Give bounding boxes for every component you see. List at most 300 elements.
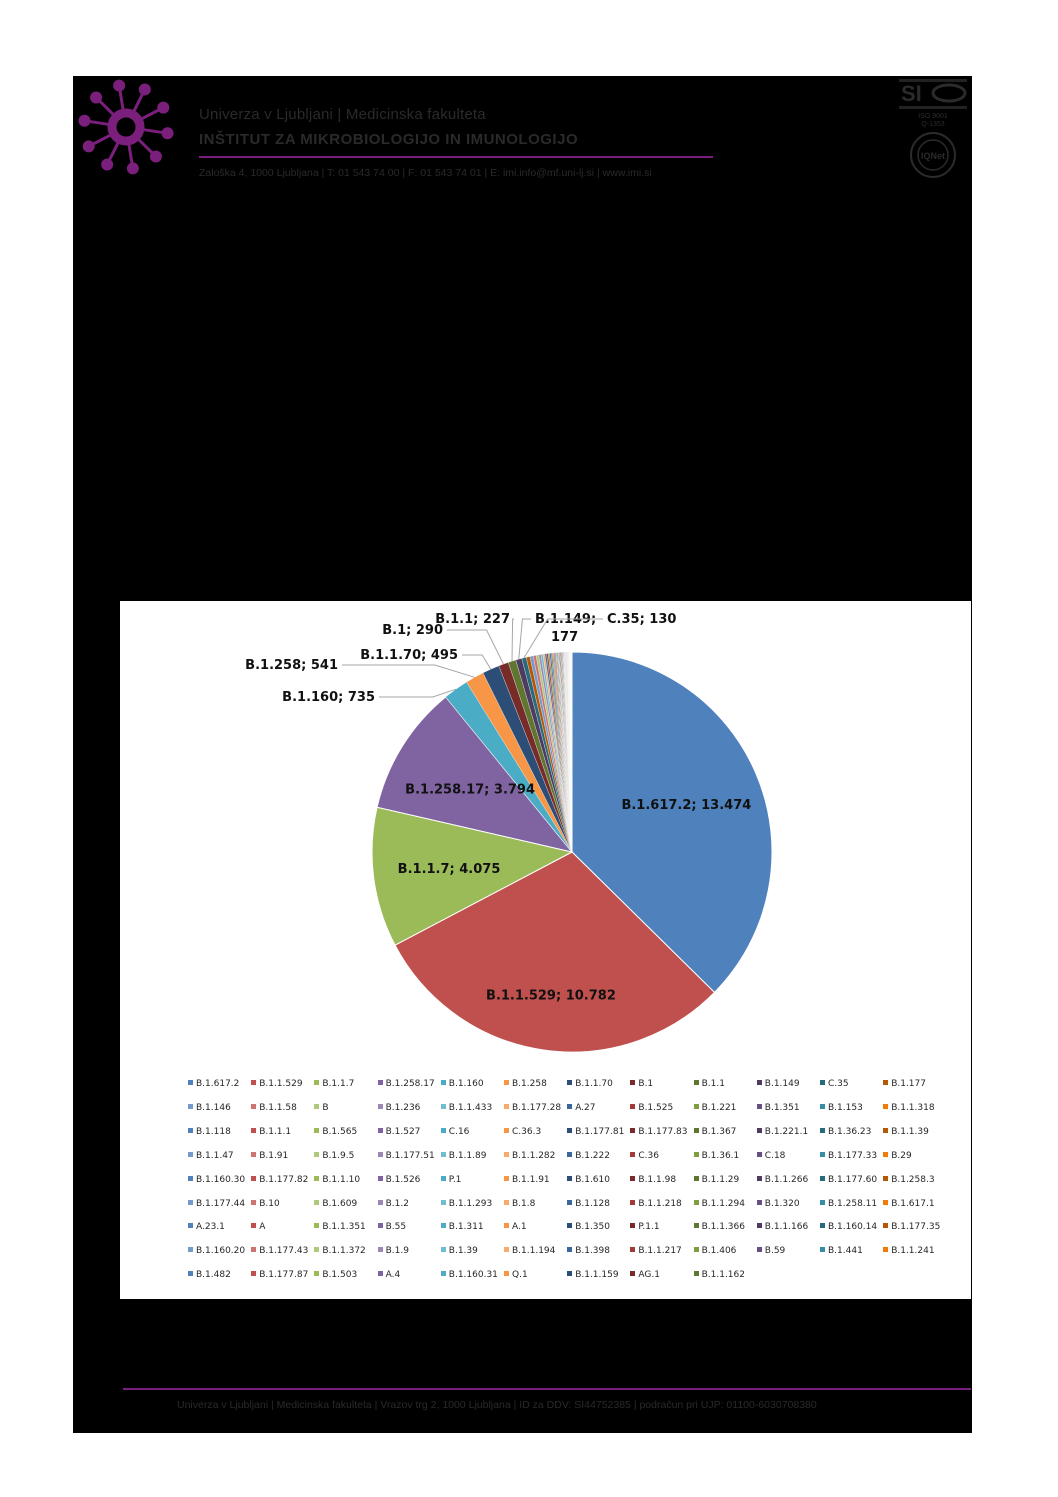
legend-label: B.1.1.433 [448,1102,493,1113]
legend-swatch [251,1271,256,1276]
legend-label: B.1.482 [196,1270,231,1281]
legend-label: B.1.149 [764,1079,800,1089]
legend-item-B.1.160 [441,1079,484,1089]
legend-item-B.1.160.31 [441,1270,498,1280]
legend-item-A.4 [378,1270,401,1280]
leader-line-B.1.160 [379,689,456,697]
legend-label: B.1.1.166 [764,1222,809,1233]
logo-spike-tip [157,102,169,114]
legend-item-B.1.1.166 [757,1222,808,1232]
legend-label: Q.1 [512,1270,528,1281]
legend-swatch [314,1247,319,1252]
legend-item-B.1.177.83 [630,1127,687,1137]
legend-swatch [251,1128,256,1133]
legend-label: B.1.503 [322,1270,358,1281]
legend-item-A.27 [567,1103,595,1113]
legend-swatch [504,1152,509,1157]
legend-label: C.36 [638,1150,659,1161]
footer-text: Univerza v Ljubljani | Medicinska fakulteta | Vrazov trg 2, 1000 Ljubljana | ID za DDV: SI44752385 | podračun pri UJP: 01100-6030708380 [177,1399,817,1411]
legend-label: A.23.1 [196,1222,225,1233]
legend-item-B.1.1.282 [504,1151,555,1161]
legend-item-B.1.91 [251,1151,288,1161]
legend-swatch [630,1176,635,1181]
legend-label: B.1.177.43 [259,1246,309,1257]
legend-swatch [694,1104,699,1109]
legend-label: B.1.311 [448,1222,484,1233]
legend-swatch [378,1271,383,1276]
legend-swatch [188,1271,193,1276]
legend-swatch [694,1271,699,1276]
legend-label: B.1.153 [828,1102,863,1113]
legend-label: B.1.527 [385,1126,421,1137]
legend-label: B.1.222 [575,1150,610,1161]
legend-label: B.1.177.83 [638,1126,688,1137]
legend-item-B.1.398 [567,1246,610,1256]
legend-label: B.1.1.47 [196,1150,234,1161]
legend-swatch [378,1080,383,1085]
legend-label: P.1.1 [638,1222,660,1233]
legend-label: B.1.1.98 [638,1174,677,1185]
legend-swatch [694,1128,699,1133]
legend-item-B.1.128 [567,1199,610,1209]
institute-address: Zaloška 4, 1000 Ljubljana | T: 01 543 74 00 | F: 01 543 74 01 | E: imi.info@mf.uni-lj.si | www.imi.si [199,167,652,179]
legend-label: B.1.9 [385,1246,409,1257]
legend-label: B.1.177.87 [259,1270,309,1281]
legend-swatch [820,1176,825,1181]
legend-swatch [504,1176,509,1181]
legend-item-B.1.617.1 [883,1199,934,1209]
legend-label: A.4 [385,1270,401,1281]
legend-label: B.1.2 [385,1198,409,1209]
logo-spike [134,93,143,111]
legend-label: B.1.1.194 [512,1246,556,1257]
legend-label: AG.1 [638,1270,660,1281]
legend-item-B.1.1.294 [694,1199,745,1209]
legend-item-B.1.1.58 [251,1103,297,1113]
legend-swatch [314,1223,319,1228]
legend-swatch [757,1176,762,1181]
legend-item-B.1.1.241 [883,1246,934,1256]
legend-label: B.1.1.91 [512,1174,550,1185]
legend-swatch [504,1271,509,1276]
logo-spike [129,145,132,165]
logo-spike-tip [162,127,174,139]
legend-item-B.1.1.293 [441,1199,492,1209]
legend-label: B.1.1.351 [322,1222,366,1233]
legend-item-B.1.525 [630,1103,673,1113]
legend-swatch [188,1200,193,1205]
legend-item-B.1.503 [314,1270,357,1280]
legend-item-B.1.222 [567,1151,610,1161]
legend-label: P.1 [448,1174,462,1185]
legend-swatch [441,1223,446,1228]
legend-label: B.1.367 [701,1126,737,1137]
legend-item-B.1.610 [567,1175,610,1185]
legend-label: B.1.177.44 [196,1198,246,1209]
logo-spike-tip [83,140,95,152]
logo-spike-tip [139,83,151,95]
legend-label: B.1.610 [575,1174,610,1185]
legend-item-B.1.350 [567,1222,610,1232]
legend-item-B.1.258 [504,1079,547,1089]
legend-label: A.1 [512,1222,527,1233]
legend-label: B.1.1.162 [701,1270,745,1281]
logo-spike [144,130,164,133]
legend-label: C.18 [764,1150,786,1161]
slice-label-B.1.149: B.1.149; [535,612,597,627]
legend-label: B.1.177.35 [891,1222,941,1233]
legend-label: B.1.36.1 [701,1150,740,1161]
legend-label: B.1.526 [385,1174,421,1185]
legend-label: B.55 [385,1222,407,1233]
legend-item-B.1.177.82 [251,1175,308,1185]
legend-item-B.1.177.43 [251,1246,308,1256]
legend-label: B.1.525 [638,1102,674,1113]
legend-item-AG.1 [630,1270,660,1280]
legend-label: B.1.160 [448,1079,484,1089]
legend-item-B.1.8 [504,1199,535,1209]
legend-item-B.1.565 [314,1127,357,1137]
legend-item-B.1.1.351 [314,1222,365,1232]
legend-swatch [630,1104,635,1109]
legend-swatch [883,1152,888,1157]
legend-label: B.1.160.14 [828,1222,878,1233]
logo-spike [92,135,110,144]
legend-label: B.1.1.372 [322,1246,366,1257]
legend-label: B.1.1.294 [701,1198,745,1209]
legend-item-B.1.9 [378,1246,409,1256]
university-name: Univerza v Ljubljani | Medicinska fakulteta [199,106,486,123]
legend-label: B.29 [891,1150,912,1161]
legend-item-B.1.177.60 [820,1175,877,1185]
legend-swatch [883,1200,888,1205]
legend-swatch [694,1223,699,1228]
legend-item-B.1.221.1 [757,1127,808,1137]
legend-label: B.1.118 [196,1126,231,1137]
legend-swatch [567,1200,572,1205]
legend-swatch [757,1223,762,1228]
legend-swatch [883,1247,888,1252]
legend-label: B.1.1.318 [891,1102,935,1113]
legend-swatch [694,1152,699,1157]
legend-label: B.1.617.1 [891,1198,935,1209]
cert-iso-text: ISO 9001 [918,113,948,120]
legend-swatch [441,1200,446,1205]
legend-swatch [378,1152,383,1157]
legend-label: B.1.177 [891,1079,926,1089]
slice-label-B.1.1: B.1.1; 227 [435,612,510,627]
legend-swatch [630,1080,635,1085]
legend-swatch [504,1104,509,1109]
legend-item-B.1.1.7 [314,1079,354,1089]
legend-swatch [757,1247,762,1252]
legend-label: B.1.160.31 [448,1270,498,1281]
legend-item-B.1.36.23 [820,1127,871,1137]
legend-swatch [757,1128,762,1133]
legend-label: B.1.39 [448,1246,478,1257]
legend-swatch [757,1104,762,1109]
legend-label: B.1.91 [259,1150,289,1161]
legend-label: B.1.160.20 [196,1246,246,1257]
legend-item-B.1.1.218 [630,1199,681,1209]
legend-label: B.1.258 [512,1079,547,1089]
legend-swatch [314,1152,319,1157]
legend-label: B.1.221 [701,1102,737,1113]
legend-label: B.1.1.39 [891,1126,929,1137]
legend-swatch [441,1128,446,1133]
legend-item-B.1.177.35 [883,1222,940,1232]
legend-swatch [504,1128,509,1133]
logo-spike-tip [150,150,162,162]
legend-label: B.1.1.29 [701,1174,740,1185]
legend-swatch [188,1128,193,1133]
logo-spike-tip [127,162,139,174]
legend-swatch [567,1176,572,1181]
legend-swatch [188,1247,193,1252]
document-page [73,76,972,1433]
legend-item-B.1.1 [694,1079,725,1089]
legend-label: B.1.146 [196,1102,231,1113]
legend-item-P.1.1 [630,1222,659,1232]
cert-si-text: SI [901,81,922,106]
legend-swatch [504,1200,509,1205]
legend-item-C.35 [820,1079,849,1089]
legend-label: B.1.36.23 [828,1126,872,1137]
legend-swatch [820,1223,825,1228]
legend-item-B.1.177.81 [567,1127,624,1137]
legend-swatch [694,1247,699,1252]
legend-label: B.1.1.266 [764,1174,809,1185]
legend-item-B.1.1.366 [694,1222,745,1232]
slice-label-B.1.1.7: B.1.1.7; 4.075 [397,861,501,877]
legend-swatch [441,1176,446,1181]
legend-label: B.1.1.58 [259,1102,297,1113]
legend-swatch [757,1152,762,1157]
slice-label-B.1.258.17: B.1.258.17; 3.794 [405,782,536,798]
legend-label: B.1.9.5 [322,1150,355,1161]
legend-swatch [378,1128,383,1133]
legend-item-B.1.177.51 [378,1151,435,1161]
legend-swatch [630,1200,635,1205]
legend-item-B.1.1.98 [630,1175,676,1185]
legend-swatch [378,1247,383,1252]
slice-label-B.1.617.2: B.1.617.2; 13.474 [621,798,752,814]
logo-spike [120,90,123,110]
legend-item-B.1.1.39 [883,1127,929,1137]
legend-item-B.1.177.33 [820,1151,877,1161]
legend-item-A.23.1 [188,1222,225,1232]
legend-item-B.1.177.44 [188,1199,245,1209]
legend-swatch [251,1080,256,1085]
legend-swatch [630,1223,635,1228]
legend-item-B.1.160.14 [820,1222,877,1232]
legend-swatch [378,1200,383,1205]
legend-item-B.1.153 [820,1103,863,1113]
pie-chart-svg [120,601,971,1299]
legend-swatch [820,1247,825,1252]
legend-label: C.35 [828,1079,849,1089]
legend-item-B.1.1.529 [251,1079,302,1089]
legend-swatch [314,1080,319,1085]
logo-spike-tip [78,115,90,127]
legend-item-C.18 [757,1151,786,1161]
legend-item-B.1.1.91 [504,1175,550,1185]
legend-label: B.1.128 [575,1198,610,1209]
legend-swatch [567,1128,572,1133]
legend-item-B.1.1.318 [883,1103,934,1113]
legend-item-B.1.2 [378,1199,409,1209]
slice-label-B.1: B.1; 290 [382,623,443,638]
legend-label: B.1.441 [828,1246,863,1257]
legend-swatch [567,1271,572,1276]
legend-item-B.1.118 [188,1127,231,1137]
legend-swatch [441,1080,446,1085]
legend-swatch [441,1271,446,1276]
legend-item-B.1.146 [188,1103,231,1113]
legend-swatch [820,1104,825,1109]
legend-label: C.16 [448,1126,470,1137]
legend-swatch [188,1176,193,1181]
legend-label: B.1.1.241 [891,1246,935,1257]
legend-item-B.1.1.70 [567,1079,613,1089]
slice-label-B.1.1.70: B.1.1.70; 495 [360,648,458,663]
legend-item-B.1.1.217 [630,1246,681,1256]
legend-item-B.1.177.87 [251,1270,308,1280]
slice-label-B.1.149: 177 [551,630,579,645]
legend-swatch [757,1080,762,1085]
legend-item-C.16 [441,1127,470,1137]
legend-item-B.1.441 [820,1246,863,1256]
legend-item-B.1.258.17 [378,1079,435,1089]
legend-swatch [188,1104,193,1109]
legend-item-B.55 [378,1222,407,1232]
legend-item-B.1 [630,1079,653,1089]
logo-spike-tip [101,159,113,171]
legend-swatch [883,1128,888,1133]
legend-item-B.1.1.194 [504,1246,555,1256]
legend-item-B.1.1.433 [441,1103,492,1113]
legend-swatch [251,1104,256,1109]
cert-q-text: Q-1353 [921,121,945,128]
legend-label: B.1.177.33 [828,1150,878,1161]
legend-swatch [378,1176,383,1181]
legend-swatch [630,1152,635,1157]
legend-item-B.1.258.3 [883,1175,934,1185]
logo-spike [109,143,118,161]
legend-label: B.1.617.2 [196,1079,240,1089]
legend-label: B.1.258.3 [891,1174,935,1185]
legend-swatch [504,1223,509,1228]
leader-line-B.1.1.70 [462,655,491,669]
slice-label-B.1.160: B.1.160; 735 [282,690,375,705]
legend-item-B.1.406 [694,1246,737,1256]
lineage-pie-chart [120,601,971,1299]
legend-label: B [322,1102,329,1113]
legend-item-B.1.320 [757,1199,800,1209]
legend-label: B.1.1.218 [638,1198,682,1209]
legend-item-B.1.221 [694,1103,737,1113]
legend-label: B.1.320 [764,1198,800,1209]
legend-item-B.1.1.1 [251,1127,291,1137]
legend-item-Q.1 [504,1270,528,1280]
legend-swatch [441,1247,446,1252]
legend-swatch [314,1200,319,1205]
legend-item-B.10 [251,1199,280,1209]
legend-item-B.1.526 [378,1175,421,1185]
institute-logo-icon [73,76,183,186]
legend-swatch [820,1128,825,1133]
logo-spike-tip [90,92,102,104]
logo-spike [99,100,113,114]
legend-label: B.10 [259,1198,280,1209]
legend-item-B.59 [757,1246,786,1256]
logo-spike [88,121,108,124]
logo-core [112,113,140,141]
footer-divider [123,1388,971,1390]
legend-item-B.1.177.28 [504,1103,561,1113]
legend-label: B.1.1.159 [575,1270,619,1281]
slice-label-C.35: C.35; 130 [607,612,677,627]
legend-label: B.1.177.81 [575,1126,625,1137]
leader-line-B.1.258 [342,665,475,677]
legend-label: B.1.258.17 [385,1079,435,1089]
certification-badge-icon [899,79,969,179]
legend-label: B.1.406 [701,1246,737,1257]
legend-label: B.1.1.1 [259,1126,292,1137]
legend-item-B.1.617.2 [188,1079,239,1089]
cert-iqnet-text: IQNet [920,151,946,161]
legend-label: B.1.177.82 [259,1174,309,1185]
legend-item-B.1.236 [378,1103,421,1113]
legend-swatch [441,1152,446,1157]
legend-swatch [378,1223,383,1228]
legend-label: B.1.350 [575,1222,610,1233]
legend-swatch [441,1104,446,1109]
legend-item-B.1.1.29 [694,1175,740,1185]
legend-swatch [694,1080,699,1085]
legend-item-B.1.149 [757,1079,800,1089]
legend-item-B.1.1.162 [694,1270,745,1280]
legend-item-B.1.351 [757,1103,800,1113]
leader-line-B.1.1 [512,619,514,661]
legend-label: B.1.351 [764,1102,800,1113]
legend-label: B.1 [638,1079,654,1089]
legend-swatch [567,1223,572,1228]
legend-swatch [567,1104,572,1109]
legend-label: B.1.177.60 [828,1174,878,1185]
legend-swatch [567,1152,572,1157]
legend-swatch [314,1128,319,1133]
legend-swatch [630,1128,635,1133]
legend-swatch [251,1223,256,1228]
legend-swatch [820,1152,825,1157]
header-divider [199,156,713,158]
legend-swatch [251,1247,256,1252]
legend-label: B.59 [764,1246,786,1257]
legend-swatch [314,1176,319,1181]
legend-swatch [757,1200,762,1205]
legend-label: B.1.609 [322,1198,358,1209]
legend-item-B.1.367 [694,1127,737,1137]
legend-swatch [630,1271,635,1276]
legend-item-C.36 [630,1151,659,1161]
legend-swatch [883,1176,888,1181]
legend-label: B.1.1.70 [575,1079,613,1089]
slice-label-B.1.1.529: B.1.1.529; 10.782 [486,988,616,1004]
legend-swatch [630,1247,635,1252]
leader-line-B.1.149 [519,619,531,659]
legend-swatch [504,1247,509,1252]
